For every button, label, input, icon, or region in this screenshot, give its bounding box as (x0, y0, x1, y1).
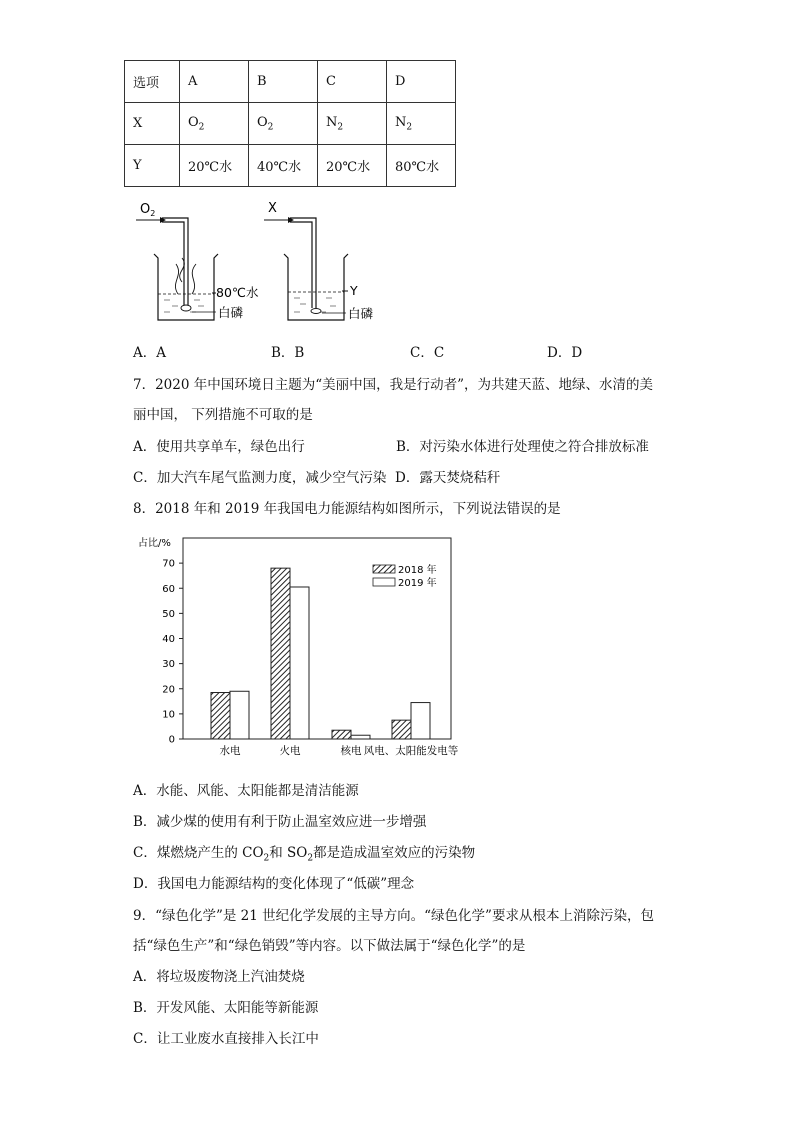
phosphorus-icon (311, 309, 321, 314)
q8-option-b: B．减少煤的使用有利于防止温室效应进一步增强 (133, 814, 427, 830)
left-p-label: 白磷 (218, 305, 244, 320)
right-y-label: Y (350, 283, 358, 298)
options-table (124, 60, 456, 187)
bar-2018 (392, 720, 411, 739)
legend-label-2019: 2019 年 (398, 578, 437, 589)
q7-option-b: B．对污染水体进行处理使之符合排放标准 (396, 439, 649, 455)
bar-2019 (351, 735, 370, 739)
table-row (125, 145, 456, 187)
bar-2019 (230, 691, 249, 739)
x-tick-label: 火电 (279, 745, 301, 757)
table-cell: 选项 (125, 61, 180, 103)
table-cell: C (318, 61, 387, 103)
bar-2018 (332, 730, 351, 739)
table-cell: $N_2$ (387, 103, 456, 145)
q9-stem-line2: 括“绿色生产”和“绿色销毁”等内容。以下做法属于“绿色化学”的是 (133, 938, 526, 954)
bar-2018 (211, 693, 230, 739)
q6-option-a: A．A (133, 345, 166, 361)
table-cell: 20℃水 (318, 145, 387, 187)
y-tick-label: 70 (162, 558, 175, 570)
q6-option-b: B．B (271, 345, 305, 361)
table-cell: X (125, 103, 180, 145)
q9-option-b: B．开发风能、太阳能等新能源 (133, 1000, 319, 1016)
x-tick-label: 水电 (219, 745, 241, 757)
q6-option-c: C．C (410, 345, 445, 361)
left-gas-label: $O_2$ (140, 202, 156, 218)
bar-2019 (290, 587, 309, 739)
table-cell: Y (125, 145, 180, 187)
q8-stem: 8．2018 年和 2019 年我国电力能源结构如图所示，下列说法错误的是 (133, 501, 561, 517)
x-tick-label: 风电、太阳能发电等 (363, 745, 459, 757)
table-row (125, 61, 456, 103)
legend-label-2018: 2018 年 (398, 565, 437, 576)
bar-2018 (271, 568, 290, 739)
q8-option-c: C．煤燃烧产生的 $CO_2$和 $SO_2$都是造成温室效应的污染物 (133, 845, 476, 864)
table-cell: $O_2$ (249, 103, 318, 145)
table-cell: 20℃水 (180, 145, 249, 187)
table-cell: 40℃水 (249, 145, 318, 187)
table-cell: D (387, 61, 456, 103)
y-tick-label: 30 (162, 659, 175, 671)
bar-2019 (411, 703, 430, 739)
y-tick-label: 20 (162, 684, 175, 696)
y-tick-label: 0 (168, 734, 175, 746)
legend-swatch-2018 (373, 565, 395, 573)
x-tick-label: 核电 (340, 745, 362, 757)
energy-chart (130, 532, 500, 762)
right-gas-label: X (268, 201, 277, 216)
q6-option-d: D．D (547, 345, 583, 361)
legend (373, 563, 437, 589)
table-cell: $O_2$ (180, 103, 249, 145)
legend-swatch-2019 (373, 578, 395, 586)
q8-option-d: D．我国电力能源结构的变化体现了“低碳”理念 (133, 876, 415, 892)
right-tube (290, 218, 316, 308)
q7-option-c: C．加大汽车尾气监测力度，减少空气污染 (133, 470, 387, 486)
table-cell: 80℃水 (387, 145, 456, 187)
y-tick-label: 40 (162, 634, 175, 645)
q7-option-d: D．露天焚烧秸秆 (395, 470, 501, 486)
phosphorus-icon (181, 305, 191, 311)
apparatus-figure (134, 194, 394, 329)
flame-icon (175, 258, 196, 294)
q9-option-a: A．将垃圾废物浇上汽油焚烧 (133, 969, 305, 985)
table-cell: B (249, 61, 318, 103)
q8-option-a: A．水能、风能、太阳能都是清洁能源 (133, 783, 359, 799)
q9-option-c: C．让工业废水直接排入长江中 (133, 1031, 319, 1047)
q7-stem-line1: 7．2020 年中国环境日主题为“美丽中国，我是行动者”，为共建天蓝、地绿、水清的美 (133, 377, 654, 393)
q9-stem-line1: 9．“绿色化学”是 21 世纪化学发展的主导方向。“绿色化学”要求从根本上消除污染，包 (133, 908, 654, 924)
table-row (125, 103, 456, 145)
y-tick-label: 10 (162, 709, 175, 721)
right-p-label: 白磷 (348, 306, 374, 321)
y-tick-label: 50 (162, 608, 175, 620)
y-tick-label: 60 (162, 583, 175, 595)
q7-option-a: A．使用共享单车，绿色出行 (133, 439, 305, 455)
left-water-label: 80℃水 (216, 285, 259, 300)
q7-stem-line2: 丽中国， 下列措施不可取的是 (133, 407, 313, 423)
y-axis-label: 占比/% (138, 538, 171, 549)
table-cell: $N_2$ (318, 103, 387, 145)
table-cell: A (180, 61, 249, 103)
